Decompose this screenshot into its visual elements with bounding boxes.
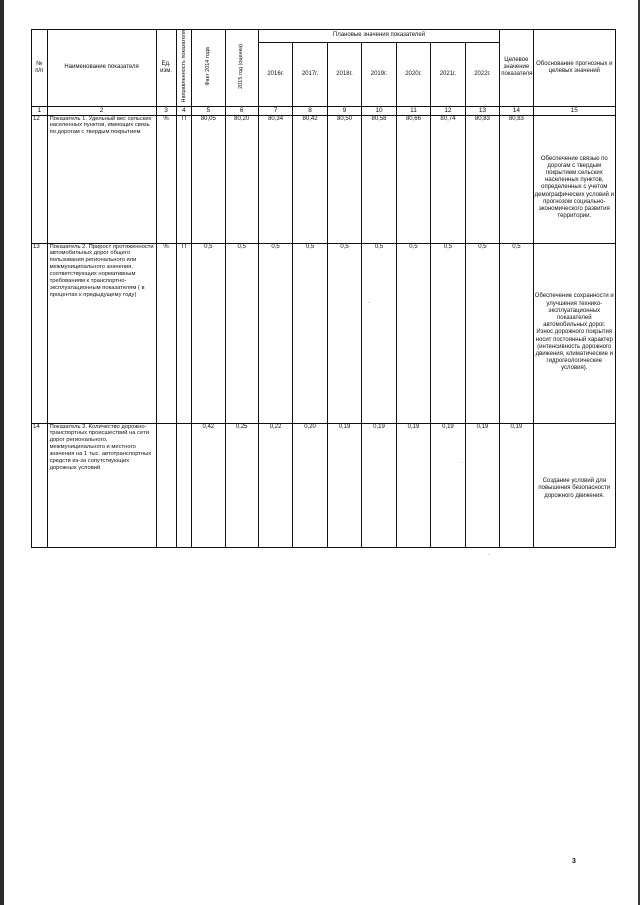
plan-value: 0,19	[396, 423, 430, 547]
column-number: 9	[327, 106, 361, 115]
plan-value: 80,50	[327, 115, 361, 243]
header-2015-text: 2015 год (оценка)	[238, 43, 245, 89]
scan-left-edge	[0, 0, 4, 905]
target-value: 0,19	[500, 423, 533, 547]
plan-value: 0,5	[465, 243, 500, 423]
estimate-2015-value: 0,5	[225, 243, 258, 423]
target-value: 80,83	[500, 115, 533, 243]
column-number: 14	[500, 106, 533, 115]
plan-value: 0,19	[431, 423, 465, 547]
plan-value: 0,5	[396, 243, 430, 423]
scan-speck: ·	[461, 460, 463, 466]
header-year: 2018г.	[327, 43, 361, 107]
header-year: 2020г.	[396, 43, 430, 107]
row-number: 12	[32, 115, 48, 243]
header-fact2014	[192, 30, 225, 107]
plan-value: 0,5	[431, 243, 465, 423]
column-number: 12	[431, 106, 465, 115]
header-target: Целевое значение показателя	[500, 30, 533, 107]
estimate-2015-value: 0,25	[225, 423, 258, 547]
plan-value: 80,34	[258, 115, 292, 243]
plan-value: 80,58	[362, 115, 396, 243]
scan-speck: ·	[488, 552, 490, 558]
column-numbers-row	[32, 106, 616, 115]
plan-value: 80,83	[465, 115, 500, 243]
indicator-name: Показатель 3. Количество дорожно-транспортных происшествий на сети дорог регионального, межмуниципального и местного значения на 1 тыс. автотранспортных средств из-за сопутствующих дорожных условий	[47, 423, 156, 547]
header-year: 2022г.	[465, 43, 500, 107]
indicator-unit: %	[156, 243, 176, 423]
plan-value: 0,19	[465, 423, 500, 547]
column-number: 3	[156, 106, 176, 115]
header-name: Наименование показателя	[47, 30, 156, 107]
header-row-1	[32, 30, 616, 43]
fact-2014-value: 0,42	[192, 423, 225, 547]
column-number: 6	[225, 106, 258, 115]
plan-value: 0,5	[293, 243, 327, 423]
plan-value: 80,66	[396, 115, 430, 243]
indicator-direction: П	[176, 115, 192, 243]
indicators-table	[31, 29, 616, 548]
indicator-name: Показатель 1. Удельный вес сельских населенных пунктов, имеющих связь по дорогам с твердым покрытием	[47, 115, 156, 243]
column-number: 13	[465, 106, 500, 115]
indicator-unit: %	[156, 115, 176, 243]
row-number: 13	[32, 243, 48, 423]
column-number: 5	[192, 106, 225, 115]
target-value: 0,5	[500, 243, 533, 423]
indicator-name: Показатель 2. Прирост протяженности автомобильных дорог общего пользования регионального или межмуниципального значения, соответствующих нормативным требованиям к транспортно-эксплуатационным показателям ( в процентах к предыдущему году)	[47, 243, 156, 423]
header-rationale: Обоснование прогнозных и целевых значений	[533, 30, 615, 107]
plan-value: 0,19	[362, 423, 396, 547]
column-number: 10	[362, 106, 396, 115]
rationale-text: Обеспечение сохранности и улучшения технико-эксплуатационных показателей автомобильных дорог. Износ дорожного покрытия носит постоянный характер (интенсивность дорожного движения, климатические и гидрогеологические условия).	[533, 243, 615, 423]
rationale-text: Обеспечение связью по дорогам с твердым покрытием сельских населенных пунктов, определенных с учетом демографических условий и прогнозом социально-экономического развития территории.	[533, 115, 615, 243]
indicator-direction	[176, 423, 192, 547]
header-year: 2016г.	[258, 43, 292, 107]
column-number: 8	[293, 106, 327, 115]
column-number: 1	[32, 106, 48, 115]
plan-value: 0,20	[293, 423, 327, 547]
indicator-row	[32, 243, 616, 423]
header-unit: Ед. изм.	[156, 30, 176, 107]
plan-value: 0,5	[327, 243, 361, 423]
indicator-direction: П	[176, 243, 192, 423]
page-number: 3	[572, 858, 576, 865]
indicator-unit	[156, 423, 176, 547]
fact-2014-value: 80,05	[192, 115, 225, 243]
header-2015	[225, 30, 258, 107]
header-year: 2017г.	[293, 43, 327, 107]
column-number: 7	[258, 106, 292, 115]
plan-value: 0,22	[258, 423, 292, 547]
plan-value: 0,19	[327, 423, 361, 547]
header-fact2014-text: Факт 2014 года	[205, 46, 212, 86]
plan-value: 80,42	[293, 115, 327, 243]
plan-value: 0,5	[362, 243, 396, 423]
scan-speck: ·	[368, 300, 370, 306]
estimate-2015-value: 80,20	[225, 115, 258, 243]
header-direction-text: Направленность показателя	[180, 30, 187, 103]
header-planned-group: Плановые значения показателей	[258, 30, 499, 43]
header-no: № п/п	[32, 30, 48, 107]
rationale-text: Создание условий для повышения безопасности дорожного движения.	[533, 423, 615, 547]
column-number: 15	[533, 106, 615, 115]
row-number: 14	[32, 423, 48, 547]
column-number: 11	[396, 106, 430, 115]
header-year: 2019г.	[362, 43, 396, 107]
fact-2014-value: 0,5	[192, 243, 225, 423]
column-number: 4	[176, 106, 192, 115]
header-year: 2021г.	[431, 43, 465, 107]
indicator-row	[32, 423, 616, 547]
column-number: 2	[47, 106, 156, 115]
header-direction	[176, 30, 192, 107]
plan-value: 80,74	[431, 115, 465, 243]
plan-value: 0,5	[258, 243, 292, 423]
indicator-row	[32, 115, 616, 243]
